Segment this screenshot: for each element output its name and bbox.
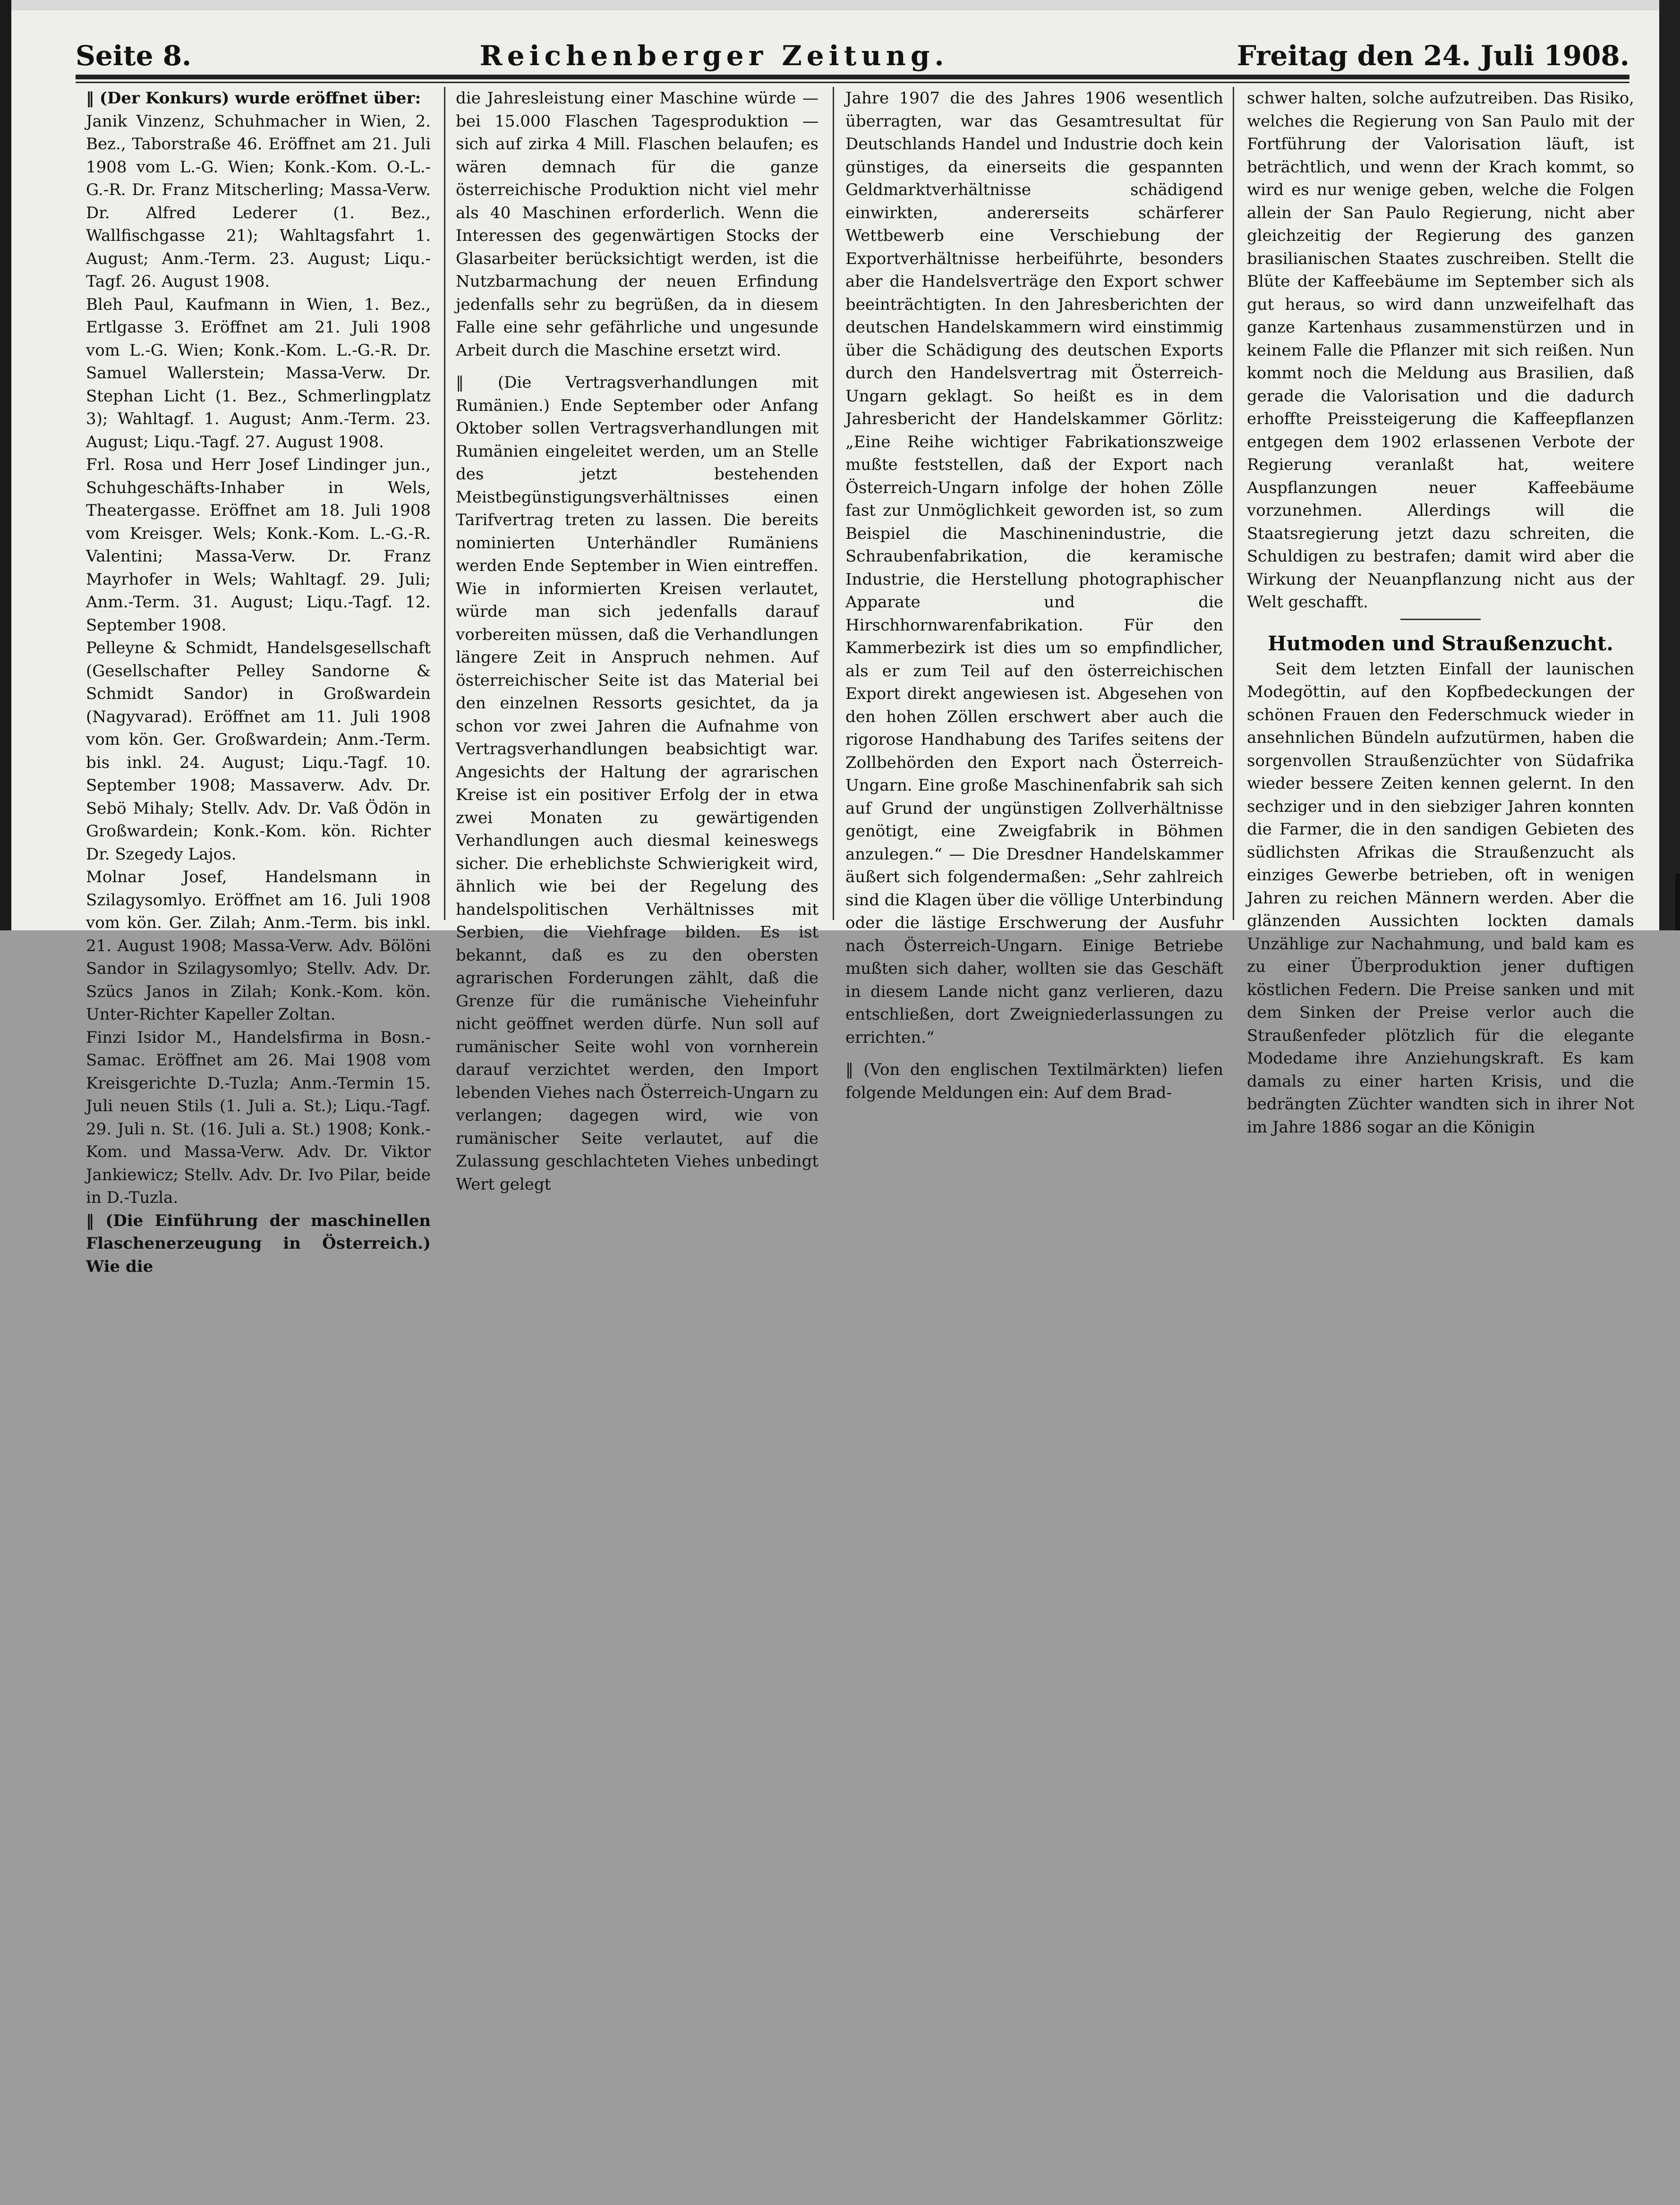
article-paragraph: Molnar Josef, Handelsmann in Szilagysomlyo. Eröffnet am 16. Juli 1908 vom kön. Ger. Zilah; Anm.-Term. bis inkl. 21. August 1908; Massa-Verw. Adv. Bölöni Sandor in Szilagysomlyo; Stellv. Adv. Dr. Szücs Janos in Zilah; Konk.-Kom. kön. Unter-Richter Kapeller Zoltan.	[86, 868, 431, 1024]
article-paragraph: Finzi Isidor M., Handelsfirma in Bosn.-Samac. Eröffnet am 26. Mai 1908 vom Kreisgerichte D.-Tuzla; Anm.-Termin 15. Juli neuen Stils (1. Juli a. St.); Liqu.-Tagf. 29. Juli n. St. (16. Juli a. St.) 1908; Konk.-Kom. und Massa-Verw. Adv. Dr. Viktor Jankiewicz; Stellv. Adv. Dr. Ivo Pilar, beide in D.-Tuzla.	[86, 1028, 431, 1207]
column-1	[86, 87, 431, 1276]
column-divider	[444, 87, 445, 920]
issue-date: Freitag den 24. Juli 1908.	[1237, 40, 1629, 72]
column-4	[1247, 87, 1634, 1137]
newspaper-title: Reichenberger Zeitung.	[479, 40, 949, 72]
scan-left-edge	[0, 0, 11, 930]
section-title: Hutmoden und Straußenzucht.	[1268, 631, 1613, 655]
column-3	[845, 87, 1223, 1102]
article-paragraph: ‖ (Die Einführung der maschinellen Flaschenerzeugung in Österreich.) Wie die	[86, 1211, 431, 1276]
page-number: Seite 8.	[76, 40, 192, 72]
article-paragraph: Jahre 1907 die des Jahres 1906 wesentlich überragten, war das Gesamtresultat für Deutschlands Handel und Industrie doch kein günstiges, da einerseits die gespannten Geldmarktverhältnisse schädigend einwirkten, andererseits schärferer Wettbewerb eine Verschiebung der Exportverhältnisse herbeiführte, besonders aber die Handelsverträge den Export schwer beeinträchtigten. In den Jahresberichten der deutschen Handelskammern wird einstimmig über die Schädigung des deutschen Exports durch den Handelsvertrag mit Österreich-Ungarn geklagt. So heißt es in dem Jahresbericht der Handelskammer Görlitz: „Eine Reihe wichtiger Fabrikationszweige mußte feststellen, daß der Export nach Österreich-Ungarn infolge der hohen Zölle fast zur Unmöglichkeit geworden ist, so zum Beispiel die Maschinenindustrie, die Schraubenfabrikation, die keramische Industrie, die Herstellung photographischer Apparate und die Hirschhornwarenfabrikation. Für den Kammerbezirk ist dies um so empfindlicher, als er zum Teil auf den österreichischen Export direkt angewiesen ist. Abgesehen von den hohen Zöllen erschwert aber auch die rigorose Handhabung des Tarifes seitens der Zollbehörden den Export nach Österreich-Ungarn. Eine große Maschinenfabrik sah sich auf Grund der ungünstigen Zollverhältnisse genötigt, eine Zweigfabrik in Böhmen anzulegen.“ — Die Dresdner Handelskammer äußert sich folgendermaßen: „Sehr zahlreich sind die Klagen über die völlige Unterbindung oder die lästige Erschwerung der Ausfuhr nach Österreich-Ungarn. Einige Betriebe mußten sich daher, wollten sie das Geschäft in diesem Lande nicht ganz verlieren, dazu entschließen, dort Zweigniederlassungen zu errichten.“	[845, 89, 1223, 1047]
header-rule	[76, 75, 1629, 79]
scan-edge-mark	[1675, 874, 1680, 930]
section-separator	[1400, 619, 1481, 620]
masthead	[76, 29, 1629, 72]
article-paragraph: Bleh Paul, Kaufmann in Wien, 1. Bez., Ertlgasse 3. Eröffnet am 21. Juli 1908 vom L.-G. Wien; Konk.-Kom. L.-G.-R. Dr. Samuel Wallerstein; Massa-Verw. Dr. Stephan Licht (1. Bez., Schmerlingplatz 3); Wahltagf. 1. August; Anm.-Term. 23. August; Liqu.-Tagf. 27. August 1908.	[86, 295, 431, 451]
column-divider	[833, 87, 834, 920]
scan-right-edge	[1659, 0, 1680, 930]
article-paragraph: Janik Vinzenz, Schuhmacher in Wien, 2. Bez., Taborstraße 46. Eröffnet am 21. Juli 1908 vom L.-G. Wien; Konk.-Kom. O.-L.-G.-R. Dr. Franz Mitscherling; Massa-Verw. Dr. Alfred Lederer (1. Bez., Wallfischgasse 21); Wahltagsfahrt 1. August; Anm.-Term. 23. August; Liqu.-Tagf. 26. August 1908.	[86, 111, 431, 291]
article-paragraph: ‖ (Von den englischen Textilmärkten) liefen folgende Meldungen ein: Auf dem Brad-	[845, 1060, 1223, 1102]
article-paragraph: Seit dem letzten Einfall der launischen Modegöttin, auf den Kopfbedeckungen der schönen Frauen den Federschmuck wieder in ansehnlichen Bündeln aufzutürmen, haben die sorgenvollen Straußenzüchter von Südafrika wieder bessere Zeiten kennen gelernt. In den sechziger und in den siebziger Jahren konnten die Farmer, die in den sandigen Gebieten des südlichsten Afrikas die Straußenzucht als einziges Gewerbe betrieben, oft in wenigen Jahren zu reichen Männern werden. Aber die glänzenden Aussichten lockten damals Unzählige zur Nachahmung, und bald kam es zu einer Überproduktion jener duftigen köstlichen Federn. Die Preise sanken und mit dem Sinken der Preise verlor auch die Straußenfeder plötzlich für die elegante Modedame ihre Anziehungskraft. Es kam damals zu einer harten Krisis, und die bedrängten Züchter wandten sich in ihrer Not im Jahre 1886 sogar an die Königin	[1247, 659, 1634, 1137]
article-paragraph: ‖ (Der Konkurs) wurde eröffnet über:	[86, 89, 421, 108]
column-divider	[1233, 87, 1234, 920]
article-paragraph: Frl. Rosa und Herr Josef Lindinger jun., Schuhgeschäfts-Inhaber in Wels, Theatergasse. Eröffnet am 18. Juli 1908 vom Kreisger. Wels; Konk.-Kom. L.-G.-R. Valentini; Massa-Verw. Dr. Franz Mayrhofer in Wels; Wahltagf. 29. Juli; Anm.-Term. 31. August; Liqu.-Tagf. 12. September 1908.	[86, 455, 431, 635]
article-paragraph: Pelleyne & Schmidt, Handelsgesellschaft (Gesellschafter Pelley Sandorne & Schmidt Sandor) in Großwardein (Nagyvarad). Eröffnet am 11. Juli 1908 vom kön. Ger. Großwardein; Anm.-Term. bis inkl. 24. August; Liqu.-Tagf. 10. September 1908; Massaverw. Adv. Dr. Sebö Mihaly; Stellv. Adv. Dr. Vaß Ödön in Großwardein; Konk.-Kom. kön. Richter Dr. Szegedy Lajos.	[86, 639, 431, 864]
article-paragraph: schwer halten, solche aufzutreiben. Das Risiko, welches die Regierung von San Paulo mit der Fortführung der Valorisation läuft, ist beträchtlich, und wenn der Krach kommt, so wird es nur wenige geben, welche die Folgen allein der San Paulo Regierung, nicht aber gleichzeitig der Regierung des ganzen brasilianischen Staates zuschreiben. Stellt die Blüte der Kaffeebäume im September sich als gut heraus, so wird dann unzweifelhaft das ganze Kartenhaus zusammenstürzen und in keinem Falle die Pflanzer mit sich reißen. Nun kommt noch die Meldung aus Brasilien, daß gerade die Valorisation und die dadurch erhoffte Preissteigerung die Kaffeepflanzen entgegen dem 1902 erlassenen Verbote der Regierung veranlaßt hat, weitere Auspflanzungen neuer Kaffeebäume vorzunehmen. Allerdings will die Staatsregierung jetzt dazu schreiten, die Schuldigen zu bestrafen; damit wird aber die Wirkung der Neuanpflanzung nicht aus der Welt geschafft.	[1247, 89, 1634, 612]
column-2	[456, 87, 819, 1194]
article-paragraph: die Jahresleistung einer Maschine würde — bei 15.000 Flaschen Tagesproduktion — sich auf zirka 4 Mill. Flaschen belaufen; es wären demnach für die ganze österreichische Produktion nicht viel mehr als 40 Maschinen erforderlich. Wenn die Interessen des gegenwärtigen Stocks der Glasarbeiter berücksichtigt werden, ist die Nutzbarmachung der neuen Erfindung jedenfalls sehr zu begrüßen, da in diesem Falle eine sehr gefährliche und ungesunde Arbeit durch die Maschine ersetzt wird.	[456, 89, 819, 360]
article-paragraph: ‖ (Die Vertragsverhandlungen mit Rumänien.) Ende September oder Anfang Oktober sollen Vertragsverhandlungen mit Rumänien eingeleitet werden, um an Stelle des jetzt bestehenden Meistbegünstigungsverhältnisses einen Tarifvertrag treten zu lassen. Die bereits nominierten Unterhändler Rumäniens werden Ende September in Wien eintreffen. Wie in informierten Kreisen verlautet, würde man sich jedenfalls darauf vorbereiten müssen, daß die Verhandlungen längere Zeit in Anspruch nehmen. Auf österreichischer Seite ist das Material bei den einzelnen Ressorts gesichtet, da ja schon vor zwei Jahren die Aufnahme von Vertragsverhandlungen beabsichtigt war. Angesichts der Haltung der agrarischen Kreise ist ein positiver Erfolg der in etwa zwei Monaten zu gewärtigenden Verhandlungen auch diesmal keineswegs sicher. Die erheblichste Schwierigkeit wird, ähnlich wie bei der Regelung des handelspolitischen Verhältnisses mit Serbien, die Viehfrage bilden. Es ist bekannt, daß es zu den obersten agrarischen Forderungen zählt, daß die Grenze für die rumänische Vieheinfuhr nicht geöffnet werden dürfe. Nun soll auf rumänischer Seite wohl von vornherein darauf verzichtet werden, den Import lebenden Viehes nach Österreich-Ungarn zu verlangen; dagegen wird, wie von rumänischer Seite verlautet, auf die Zulassung geschlachteten Viehes unbedingt Wert gelegt	[456, 373, 819, 1194]
header-rule-thin	[76, 82, 1629, 83]
scan-top-edge	[0, 0, 1680, 10]
